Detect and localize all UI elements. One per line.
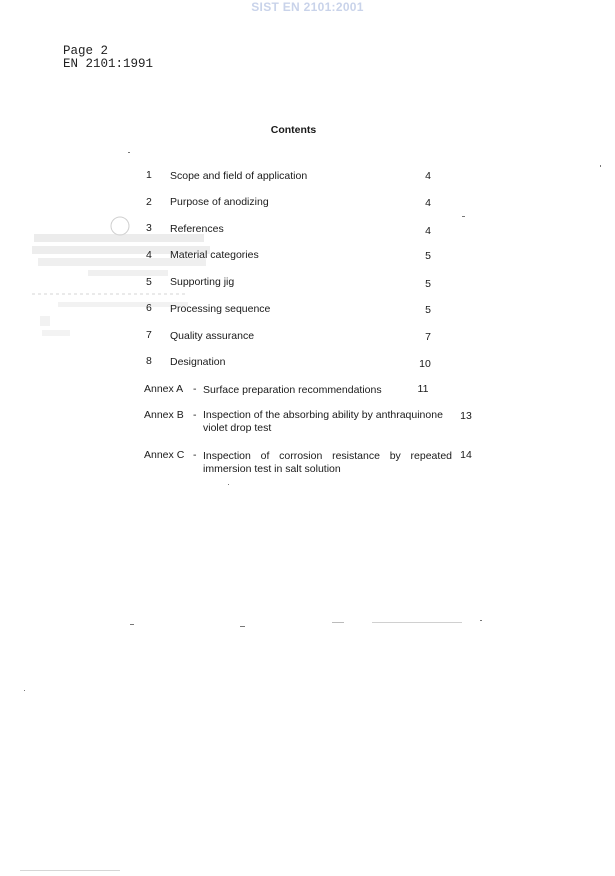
- toc-number: 1: [146, 169, 152, 181]
- annex-title: [203, 409, 452, 434]
- annex-dash: -: [193, 449, 197, 461]
- scan-speck: [372, 622, 462, 623]
- page-number: Page 2: [63, 44, 109, 58]
- annex-title-line1: Surface preparation recommendations: [203, 384, 382, 396]
- scan-speck: [128, 152, 130, 153]
- contents-title: Contents: [270, 124, 317, 136]
- annex-page: 14: [460, 449, 472, 461]
- annex-page: 11: [417, 383, 429, 395]
- scan-speck: [332, 622, 344, 623]
- annex-dash: -: [193, 383, 197, 395]
- toc-label: Purpose of anodizing: [170, 196, 269, 208]
- toc-label: Scope and field of application: [170, 170, 308, 182]
- toc-number: 5: [146, 276, 152, 288]
- toc-page: 4: [425, 170, 431, 182]
- annex-title-line2: immersion test in salt solution: [203, 462, 341, 475]
- annex-page: 13: [460, 410, 472, 422]
- toc-label: Material categories: [170, 249, 259, 261]
- toc-number: 4: [146, 249, 152, 261]
- annex-key: Annex C: [144, 449, 185, 461]
- scan-speck: [462, 216, 465, 217]
- watermark: SIST EN 2101:2001: [251, 0, 364, 14]
- toc-page: 5: [425, 250, 431, 262]
- toc-label: Designation: [170, 356, 226, 368]
- scan-speck: [480, 620, 482, 621]
- toc-label: Processing sequence: [170, 303, 271, 315]
- toc-page: 10: [419, 358, 431, 370]
- scan-speck: [240, 626, 245, 627]
- scan-speck: [20, 870, 120, 871]
- annex-title-line1: Inspection of the absorbing ability by anthraquinone: [203, 409, 443, 421]
- toc-number: 6: [146, 302, 152, 314]
- toc-page: 5: [425, 304, 431, 316]
- toc-number: 7: [146, 329, 152, 341]
- scan-speck: [600, 165, 601, 167]
- toc-page: 4: [425, 225, 431, 237]
- annex-key: Annex A: [144, 383, 184, 395]
- annex-title-line1: Inspection of corrosion resistance by repeated: [203, 450, 452, 462]
- scan-speck: [228, 484, 229, 485]
- annex-dash: -: [193, 409, 197, 421]
- toc-number: 2: [146, 196, 152, 208]
- toc-number: 8: [146, 355, 152, 367]
- scan-speck: [24, 690, 25, 691]
- toc-label: Quality assurance: [170, 330, 255, 342]
- annex-title-line2: violet drop test: [203, 421, 272, 434]
- toc-page: 4: [425, 197, 431, 209]
- scan-speck: [130, 624, 134, 625]
- toc-number: 3: [146, 222, 152, 234]
- annex-key: Annex B: [144, 409, 184, 421]
- toc-page: 5: [425, 278, 431, 290]
- toc-label: References: [170, 223, 224, 235]
- toc-label: Supporting jig: [170, 276, 235, 288]
- annex-title: [203, 450, 452, 475]
- toc-page: 7: [425, 331, 431, 343]
- page-header: [63, 45, 153, 71]
- standard-number: EN 2101:1991: [63, 57, 154, 71]
